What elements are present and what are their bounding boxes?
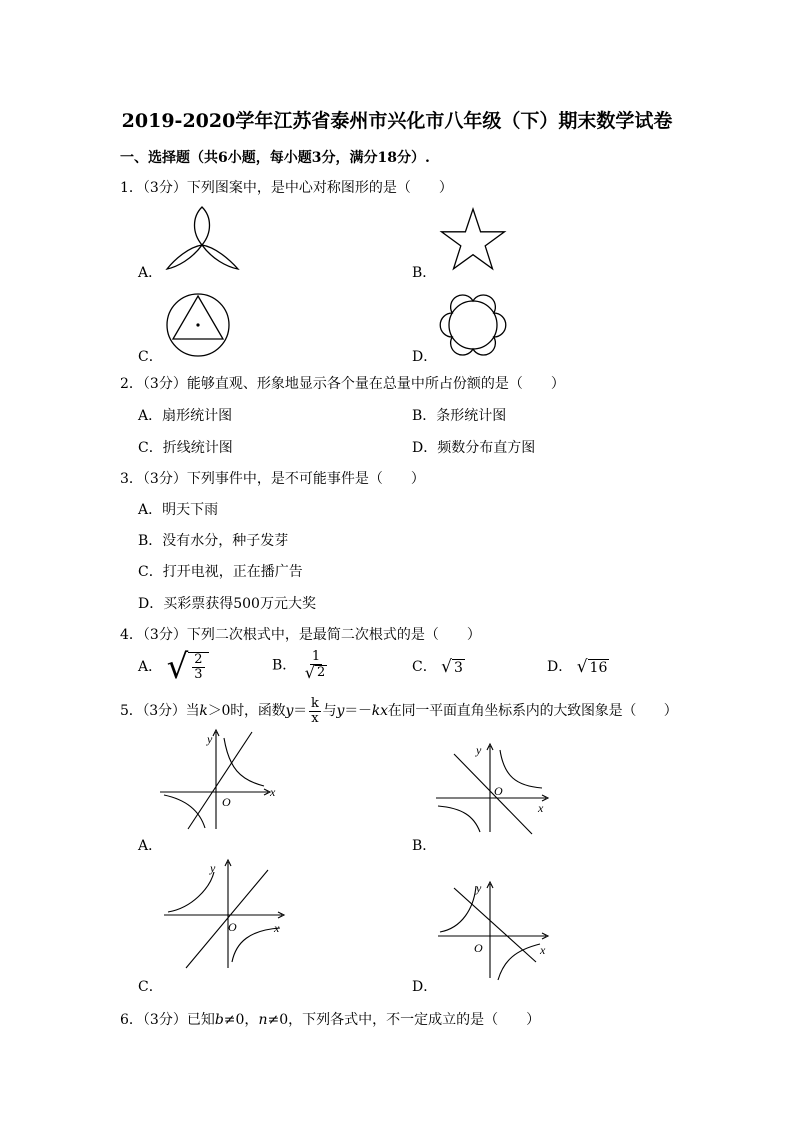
q6-stem-part1: 6．（3分）已知 xyxy=(120,1012,215,1028)
q4-option-d-label: D． xyxy=(547,659,573,675)
flower-petals xyxy=(440,295,506,355)
q5-graph-b xyxy=(434,742,556,832)
q5-a-origin: O xyxy=(222,795,231,809)
q2-option-d: D．频数分布直方图 xyxy=(412,440,536,456)
q5-fraction xyxy=(309,697,321,725)
q5-d-x-label: x xyxy=(540,943,546,957)
flower-center-circle xyxy=(449,301,497,349)
q5-d-origin: O xyxy=(474,941,483,955)
q5-stem xyxy=(120,697,678,725)
q2-option-c: C．折线统计图 xyxy=(138,440,233,456)
q4-b-numerator: 1 xyxy=(311,649,321,664)
q4-a-denominator: 3 xyxy=(194,667,203,682)
q5-c-y-label: y xyxy=(210,861,216,875)
q1-figure-trefoil xyxy=(165,205,245,273)
q4-option-a-label: A． xyxy=(138,659,163,675)
q5-b-y-label: y xyxy=(476,743,482,757)
q2-option-a: A．扇形统计图 xyxy=(138,408,233,424)
q6-stem-part2: ≠0，下列各式中，不一定成立的是（ ） xyxy=(267,1012,541,1028)
q5-eq2: ＝－ xyxy=(344,703,372,720)
q1-option-d-label: D． xyxy=(412,349,438,365)
q5-frac-num: k xyxy=(310,696,319,711)
q1-figure-flower xyxy=(440,292,506,358)
q3-option-a: A．明天下雨 xyxy=(138,502,219,518)
q6-var-n: n xyxy=(258,1012,268,1028)
section-heading: 一、选择题（共6小题，每小题3分，满分18分）. xyxy=(120,150,430,166)
q5-graph-c xyxy=(160,858,290,970)
q5-c-x-label: x xyxy=(274,921,280,935)
q4-option-a-expr: √ $\frac{2}{3}$ xyxy=(167,650,209,684)
q2-stem: 2．（3分）能够直观、形象地显示各个量在总量中所占份额的是（ ） xyxy=(120,376,565,392)
q6-cond1: ≠0， xyxy=(223,1012,259,1028)
q5-frac-den: x xyxy=(311,710,319,726)
q1-stem: 1．（3分）下列图案中，是中心对称图形的是（ ） xyxy=(120,180,453,196)
page-title: 2019-2020学年江苏省泰州市兴化市八年级（下）期末数学试卷 xyxy=(121,110,673,132)
q5-option-c-label: C． xyxy=(138,979,163,995)
q2-option-b: B．条形统计图 xyxy=(412,408,507,424)
q4-option-a xyxy=(138,647,209,687)
q4-stem: 4．（3分）下列二次根式中，是最简二次根式的是（ ） xyxy=(120,627,481,643)
q5-cond: ＞0时，函数 xyxy=(207,703,286,720)
q5-graph-d xyxy=(436,880,556,980)
q4-d-radicand: 16 xyxy=(589,659,608,676)
q5-stem-part1: 5．（3分）当 xyxy=(120,703,200,720)
q1-option-b-label: B． xyxy=(412,265,437,281)
q5-b-origin: O xyxy=(494,784,503,798)
q5-var-kx: kx xyxy=(371,703,388,720)
q1-figure-circle-triangle xyxy=(165,292,231,358)
q5-and: 与 xyxy=(322,703,337,720)
q5-option-b-label: B． xyxy=(412,838,437,854)
q6-var-b: b xyxy=(214,1012,224,1028)
q5-graph-a xyxy=(160,728,280,830)
q5-eq: ＝ xyxy=(293,703,307,720)
q3-option-d: D．买彩票获得500万元大奖 xyxy=(138,596,316,612)
q5-d-y-label: y xyxy=(476,881,482,895)
q1-option-a-label: A． xyxy=(138,265,163,281)
q4-option-c: C． √ 3 xyxy=(412,656,463,677)
q5-var-y: y xyxy=(285,703,294,720)
q5-b-x-label: x xyxy=(538,801,544,815)
q3-option-b: B．没有水分，种子发芽 xyxy=(138,533,289,549)
q4-option-b-label: B． xyxy=(272,657,297,674)
q1-option-c-label: C． xyxy=(138,349,163,365)
q4-option-b xyxy=(272,650,331,681)
q3-stem: 3．（3分）下列事件中，是不可能事件是（ ） xyxy=(120,471,425,487)
q5-var-y2: y xyxy=(336,703,345,720)
q4-b-radicand: 2 xyxy=(316,665,326,681)
q4-a-numerator: 2 xyxy=(194,652,203,668)
q4-option-c-label: C． xyxy=(412,659,437,675)
q3-option-c: C．打开电视，正在播广告 xyxy=(138,564,303,580)
q4-option-b-expr: 1 √ 2 xyxy=(304,649,326,682)
q5-option-d-label: D． xyxy=(412,979,438,995)
q5-a-y-label: y xyxy=(207,732,213,746)
q5-stem-part2: 在同一平面直角坐标系内的大致图象是（ ） xyxy=(387,703,678,720)
q5-var-k: k xyxy=(199,703,208,720)
q4-c-radicand: 3 xyxy=(454,659,463,676)
q5-c-origin: O xyxy=(228,920,237,934)
q1-figure-star xyxy=(440,208,506,272)
q4-option-d: D． √ 16 xyxy=(547,656,608,677)
q6-stem xyxy=(120,1009,540,1029)
q5-option-a-label: A． xyxy=(138,838,163,854)
q5-a-x-label: x xyxy=(270,785,276,799)
